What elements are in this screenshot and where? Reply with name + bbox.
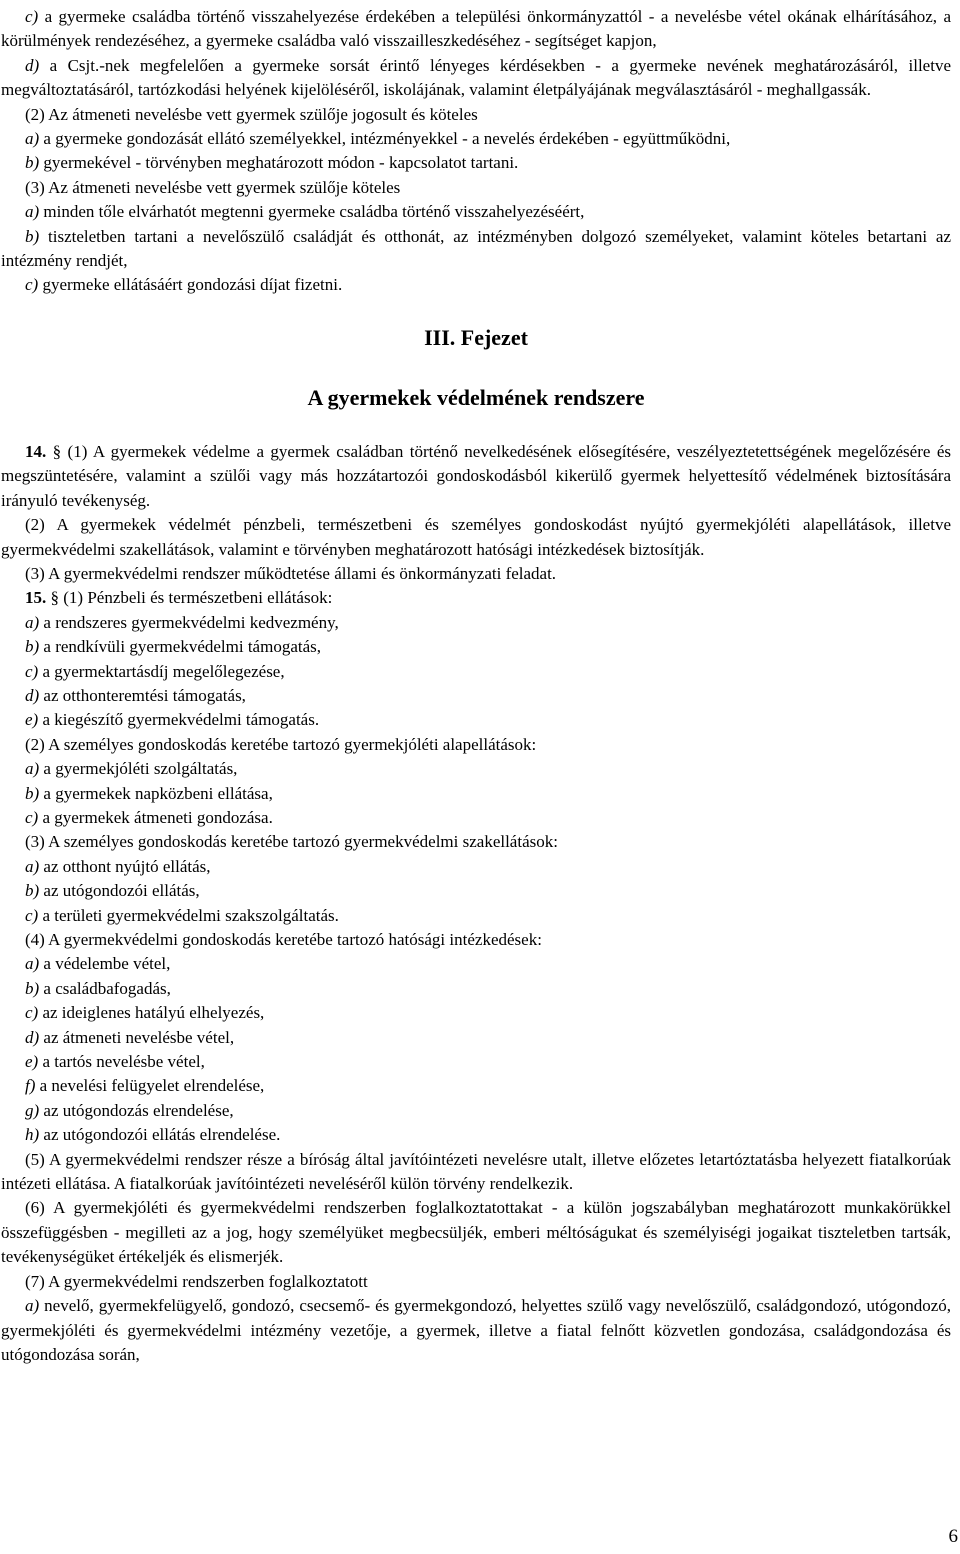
- chapter-number: III. Fejezet: [424, 324, 528, 350]
- item-label: b): [25, 881, 40, 901]
- section-14-paragraph-1: [1, 440, 951, 513]
- item-label: a): [25, 954, 40, 974]
- item-label: d): [25, 685, 40, 705]
- item-text: az utógondozói ellátás elrendelése.: [39, 1125, 281, 1145]
- item-text: a védelembe vétel,: [39, 954, 171, 974]
- page-number: 6: [948, 1526, 958, 1547]
- subsection-3-c: [1, 273, 951, 297]
- item-label: g): [25, 1100, 40, 1120]
- list-item: [1, 806, 951, 830]
- list-item: [1, 1099, 951, 1123]
- item-label: e): [25, 710, 39, 730]
- item-text: a gyermektartásdíj megelőlegezése,: [38, 661, 285, 681]
- list-item: [1, 1026, 951, 1050]
- chapter-title: A gyermekek védelmének rendszere: [307, 384, 645, 410]
- list-item: [1, 635, 951, 659]
- item-label: b): [25, 978, 40, 998]
- section-number: 15.: [25, 588, 47, 608]
- item-label: f): [25, 1076, 36, 1096]
- item-text: a gyermekek átmeneti gondozása.: [38, 807, 273, 827]
- item-label: a): [25, 759, 40, 779]
- section-15-paragraph-1: [1, 586, 951, 610]
- list-item: [1, 1123, 951, 1147]
- item-text: a rendkívüli gyermekvédelmi támogatás,: [39, 637, 321, 657]
- subsection-2: (2) Az átmeneti nevelésbe vett gyermek szülője jogosult és köteles: [25, 104, 478, 124]
- section-15-paragraph-2: (2) A személyes gondoskodás keretébe tartozó gyermekjóléti alapellátások:: [25, 734, 537, 754]
- item-label: c): [25, 661, 39, 681]
- list-item: [1, 1050, 951, 1074]
- item-label: d): [25, 1027, 40, 1047]
- list-item: [1, 952, 951, 976]
- item-text: az átmeneti nevelésbe vétel,: [39, 1027, 235, 1047]
- list-item: [1, 977, 951, 1001]
- section-15-paragraph-7: (7) A gyermekvédelmi rendszerben foglalkoztatott: [25, 1271, 368, 1291]
- list-item: [1, 904, 951, 928]
- item-text: az ideiglenes hatályú elhelyezés,: [38, 1003, 265, 1023]
- item-label: h): [25, 1125, 40, 1145]
- section-14-paragraph-2: (2) A gyermekek védelmét pénzbeli, természetbeni és személyes gondoskodást nyújtó gyermekjóléti alapellátások, illetve gyermekvédelmi szakellátások, valamint e törvényben meghatározott hatósági intézkedések biztosítják.: [1, 515, 951, 559]
- section-15-paragraph-7-a: [1, 1294, 951, 1367]
- item-label: a): [25, 129, 40, 149]
- item-label: a): [25, 856, 40, 876]
- item-label: b): [25, 153, 40, 173]
- item-text: az otthont nyújtó ellátás,: [39, 856, 211, 876]
- item-text: a gyermekjóléti szolgáltatás,: [39, 759, 238, 779]
- list-item: [1, 757, 951, 781]
- paragraph-d: [1, 54, 951, 103]
- list-item: [1, 879, 951, 903]
- list-item: [1, 1001, 951, 1025]
- item-label: c): [25, 7, 39, 26]
- item-text: az otthonteremtési támogatás,: [39, 685, 246, 705]
- section-15-paragraph-3: (3) A személyes gondoskodás keretébe tartozó gyermekvédelmi szakellátások:: [25, 832, 558, 852]
- list-item: [1, 708, 951, 732]
- item-text: a gyermeke családba történő visszahelyezése érdekében a települési önkormányzattól - a nevelésbe vétel okának elhárításához, a körülmények rendezéséhez, a gyermeke családba való visszailleszkedéséhez - segítséget kapjon,: [1, 7, 951, 51]
- item-label: a): [25, 612, 40, 632]
- item-label: b): [25, 637, 40, 657]
- section-15-paragraph-4: (4) A gyermekvédelmi gondoskodás keretébe tartozó hatósági intézkedések:: [25, 930, 542, 949]
- item-text: a gyermeke gondozását ellátó személyekkel, intézményekkel - a nevelés érdekében - együttműködni,: [39, 129, 731, 149]
- item-label: c): [25, 275, 39, 295]
- list-item: [1, 855, 951, 879]
- list-item: [1, 684, 951, 708]
- item-text: a kiegészítő gyermekvédelmi támogatás.: [38, 710, 320, 730]
- subsection-2-b: [1, 151, 951, 175]
- item-text: az utógondozás elrendelése,: [39, 1100, 234, 1120]
- item-label: d): [25, 55, 40, 75]
- item-label: a): [25, 1296, 40, 1316]
- list-item: [1, 660, 951, 684]
- paragraph-c: [1, 5, 951, 54]
- item-text: gyermekével - törvényben meghatározott módon - kapcsolatot tartani.: [39, 153, 519, 173]
- item-label: b): [25, 226, 40, 246]
- item-text: a területi gyermekvédelmi szakszolgáltatás.: [38, 905, 339, 925]
- item-text: minden tőle elvárhatót megtenni gyermeke családba történő visszahelyezéséért,: [39, 202, 585, 222]
- item-label: e): [25, 1052, 39, 1072]
- item-label: c): [25, 905, 39, 925]
- item-label: c): [25, 807, 39, 827]
- item-text: a tartós nevelésbe vétel,: [38, 1052, 205, 1072]
- item-text: az utógondozói ellátás,: [39, 881, 200, 901]
- item-text: a nevelési felügyelet elrendelése,: [35, 1076, 265, 1096]
- section-14-paragraph-3: (3) A gyermekvédelmi rendszer működtetése állami és önkormányzati feladat.: [25, 563, 557, 583]
- paragraph-text: § (1) A gyermekek védelme a gyermek családban történő nevelkedésének elősegítésére, veszélyeztetettségének megelőzésére és megszüntetésére, valamint a szülői vagy más hozzátartozói gondoskodásból kikerülő gyermek helyettesítő védelmének biztosítására irányuló tevékenység.: [1, 441, 951, 510]
- list-item: [1, 611, 951, 635]
- item-text: a családbafogadás,: [39, 978, 171, 998]
- subsection-3-a: [1, 200, 951, 224]
- item-label: b): [25, 783, 40, 803]
- item-text: nevelő, gyermekfelügyelő, gondozó, csecsemő- és gyermekgondozó, helyettes szülő vagy nevelőszülő, családgondozó, utógondozó, gyermekjóléti és gyermekvédelmi intézmény vezetője, a gyermek, illetve a fiatal felnőtt közvetlen gondozása, családgondozása és utógondozása során,: [1, 1296, 951, 1364]
- list-item: [1, 1074, 951, 1098]
- item-text: tiszteletben tartani a nevelőszülő családját és otthonát, az intézményben dolgozó személyeket, valamint köteles betartani az intézmény rendjét,: [1, 226, 951, 271]
- item-label: c): [25, 1003, 39, 1023]
- section-15-paragraph-5: (5) A gyermekvédelmi rendszer része a bíróság által javítóintézeti nevelésre utalt, illetve előzetes letartóztatásba helyezett fiatalkorúak intézeti ellátása. A fiatalkorúak javítóintézeti neveléséről külön törvény rendelkezik.: [1, 1149, 951, 1194]
- item-text: a rendszeres gyermekvédelmi kedvezmény,: [39, 612, 339, 632]
- list-item: [1, 782, 951, 806]
- item-text: gyermeke ellátásáért gondozási díjat fizetni.: [38, 275, 343, 295]
- subsection-3: (3) Az átmeneti nevelésbe vett gyermek szülője köteles: [25, 177, 401, 197]
- paragraph-text: § (1) Pénzbeli és természetbeni ellátások:: [46, 588, 333, 608]
- item-text: a gyermekek napközbeni ellátása,: [39, 783, 273, 803]
- section-15-paragraph-6: (6) A gyermekjóléti és gyermekvédelmi rendszerben foglalkoztatottakat - a külön jogszabályban meghatározott munkakörükkel összefüggésben - megilleti az a jog, hogy személyüket megbecsüljék, emberi méltóságukat és személyiségi jogaikat tiszteletben tartsák, tevékenységüket értékeljék és elismerjék.: [1, 1198, 951, 1267]
- item-label: a): [25, 202, 40, 222]
- subsection-3-b: [1, 225, 951, 274]
- subsection-2-a: [1, 127, 951, 151]
- section-number: 14.: [25, 441, 47, 461]
- item-text: a Csjt.-nek megfelelően a gyermeke sorsát érintő lényeges kérdésekben - a gyermeke nevének meghatározásáról, illetve megváltoztatásáról, tartózkodási helyének kijelöléséről, iskolájának, valamint életpályájának megválasztásáról - meghallgassák.: [1, 55, 951, 100]
